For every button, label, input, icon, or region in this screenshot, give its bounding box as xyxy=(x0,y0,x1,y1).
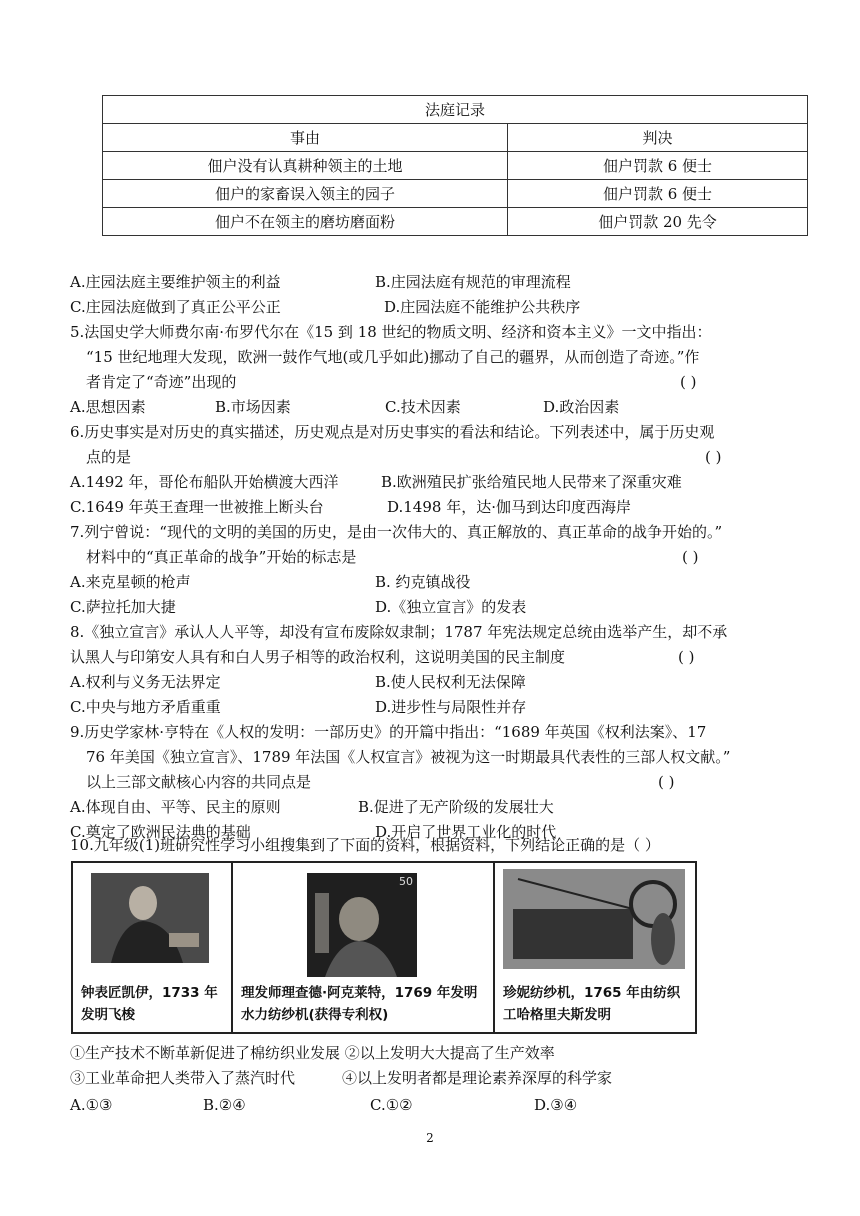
q6-option-c: C.1649 年英王查理一世被推上断头台 xyxy=(70,498,324,516)
q7-stem-line2: 材料中的“真正革命的战争”开始的标志是 xyxy=(86,548,357,566)
q8-option-a: A.权利与义务无法界定 xyxy=(70,673,221,691)
q9-option-b: B.促进了无产阶级的发展壮大 xyxy=(358,798,554,816)
q7-option-a: A.来克星顿的枪声 xyxy=(70,573,191,591)
q5-answer-paren: ( ) xyxy=(680,373,697,391)
table-cell: 佃户不在领主的磨坊磨面粉 xyxy=(103,208,508,236)
q5-stem-line1: 5.法国史学大师费尔南·布罗代尔在《15 到 18 世纪的物质文明、经济和资本主义》一文中指出： xyxy=(70,323,712,341)
q4-option-d: D.庄园法庭不能维护公共秩序 xyxy=(384,298,581,316)
q5-option-a: A.思想因素 xyxy=(70,398,146,416)
table-row xyxy=(103,152,808,180)
table-header-cause: 事由 xyxy=(103,124,508,152)
table-row xyxy=(103,180,808,208)
q8-option-d: D.进步性与局限性并存 xyxy=(375,698,527,716)
q6-option-d: D.1498 年，达·伽马到达印度西海岸 xyxy=(387,498,631,516)
q9-stem-line1: 9.历史学家林·亨特在《人权的发明：一部历史》的开篇中指出：“1689 年英国《权利法案》、17 xyxy=(70,723,707,741)
q10-statement-4: ④以上发明者都是理论素养深厚的科学家 xyxy=(342,1069,613,1087)
panel-flying-shuttle xyxy=(73,863,233,1032)
jenny-illustration xyxy=(503,869,685,969)
table-cell: 佃户没有认真耕种领主的土地 xyxy=(103,152,508,180)
q10-option-a: A.①③ xyxy=(70,1096,113,1114)
q8-option-b: B.使人民权利无法保障 xyxy=(375,673,526,691)
q4-option-a: A.庄园法庭主要维护领主的利益 xyxy=(70,273,281,291)
court-record-table xyxy=(102,95,808,236)
portrait-kay xyxy=(91,873,209,963)
q9-answer-paren: ( ) xyxy=(658,773,675,791)
q7-stem-line1: 7.列宁曾说：“现代的文明的美国的历史，是由一次伟大的、真正解放的、真正革命的战争开始的。” xyxy=(70,523,723,541)
table-cell: 佃户罚款 6 便士 xyxy=(508,152,808,180)
q10-option-c: C.①② xyxy=(370,1096,413,1114)
table-cell: 佃户罚款 6 便士 xyxy=(508,180,808,208)
caption-hargreaves: 珍妮纺纱机，1765 年由纺织工哈格里夫斯发明 xyxy=(503,985,681,1023)
table-row xyxy=(103,208,808,236)
q9-option-d: D.开启了世界工业化的时代 xyxy=(375,823,557,841)
q5-stem-line2: “15 世纪地理大发现，欧洲一鼓作气地(或几乎如此)挪动了自己的疆界，从而创造了奇迹。”作 xyxy=(86,348,700,366)
q5-option-c: C.技术因素 xyxy=(385,398,461,416)
inventions-image-strip xyxy=(71,861,697,1034)
q10-statement-1-2: ①生产技术不断革新促进了棉纺织业发展 ②以上发明大大提高了生产效率 xyxy=(70,1044,555,1062)
table-title: 法庭记录 xyxy=(103,96,808,124)
panel-spinning-jenny xyxy=(495,863,695,1032)
table-cell: 佃户的家畜误入领主的园子 xyxy=(103,180,508,208)
q6-stem-line2: 点的是 xyxy=(86,448,132,466)
q5-option-d: D.政治因素 xyxy=(543,398,620,416)
q9-stem-line3: 以上三部文献核心内容的共同点是 xyxy=(86,773,312,791)
q7-answer-paren: ( ) xyxy=(682,548,699,566)
table-header-verdict: 判决 xyxy=(508,124,808,152)
q8-answer-paren: ( ) xyxy=(678,648,695,666)
q4-option-b: B.庄园法庭有规范的审理流程 xyxy=(375,273,571,291)
table-cell: 佃户罚款 20 先令 xyxy=(508,208,808,236)
q10-option-b: B.②④ xyxy=(203,1096,246,1114)
q6-option-a: A.1492 年，哥伦布船队开始横渡大西洋 xyxy=(70,473,339,491)
q9-stem-line2: 76 年美国《独立宣言》、1789 年法国《人权宣言》被视为这一时期最具代表性的三部人权文献。” xyxy=(86,748,731,766)
caption-arkwright: 理发师理查德·阿克莱特，1769 年发明水力纺纱机(获得专利权) xyxy=(241,985,478,1023)
stamp-value: 50 xyxy=(399,875,413,888)
q10-stem-line1: 10.九年级(1)班研究性学习小组搜集到了下面的资料，根据资料，下列结论正确的是（ ） xyxy=(70,836,660,854)
q6-option-b: B.欧洲殖民扩张给殖民地人民带来了深重灾难 xyxy=(381,473,682,491)
q6-stem-line1: 6.历史事实是对历史的真实描述，历史观点是对历史事实的看法和结论。下列表述中，属于历史观 xyxy=(70,423,715,441)
q7-option-c: C.萨拉托加大捷 xyxy=(70,598,176,616)
q5-option-b: B.市场因素 xyxy=(215,398,291,416)
spinning-jenny-icon xyxy=(503,869,685,969)
q8-stem-line1: 8.《独立宣言》承认人人平等，却没有宣布废除奴隶制；1787 年宪法规定总统由选举产生，却不承 xyxy=(70,623,728,641)
panel-water-frame xyxy=(233,863,495,1032)
stamp-arkwright xyxy=(307,873,417,977)
q8-option-c: C.中央与地方矛盾重重 xyxy=(70,698,221,716)
q9-option-c: C.奠定了欧洲民法典的基础 xyxy=(70,823,251,841)
q10-option-d: D.③④ xyxy=(534,1096,578,1114)
q6-answer-paren: ( ) xyxy=(705,448,722,466)
page-number: 2 xyxy=(426,1131,434,1145)
arkwright-stamp-icon xyxy=(307,873,417,977)
q9-option-a: A.体现自由、平等、民主的原则 xyxy=(70,798,281,816)
caption-kay: 钟表匠凯伊，1733 年发明飞梭 xyxy=(81,985,218,1023)
q4-option-c: C.庄园法庭做到了真正公平公正 xyxy=(70,298,281,316)
q10-statement-3: ③工业革命把人类带入了蒸汽时代 xyxy=(70,1069,296,1087)
kay-portrait-icon xyxy=(91,873,209,963)
q5-stem-line3: 者肯定了“奇迹”出现的 xyxy=(86,373,237,391)
q8-stem-line2: 认黑人与印第安人具有和白人男子相等的政治权利，这说明美国的民主制度 xyxy=(70,648,566,666)
q7-option-d: D.《独立宣言》的发表 xyxy=(375,598,527,616)
q7-option-b: B. 约克镇战役 xyxy=(375,573,471,591)
